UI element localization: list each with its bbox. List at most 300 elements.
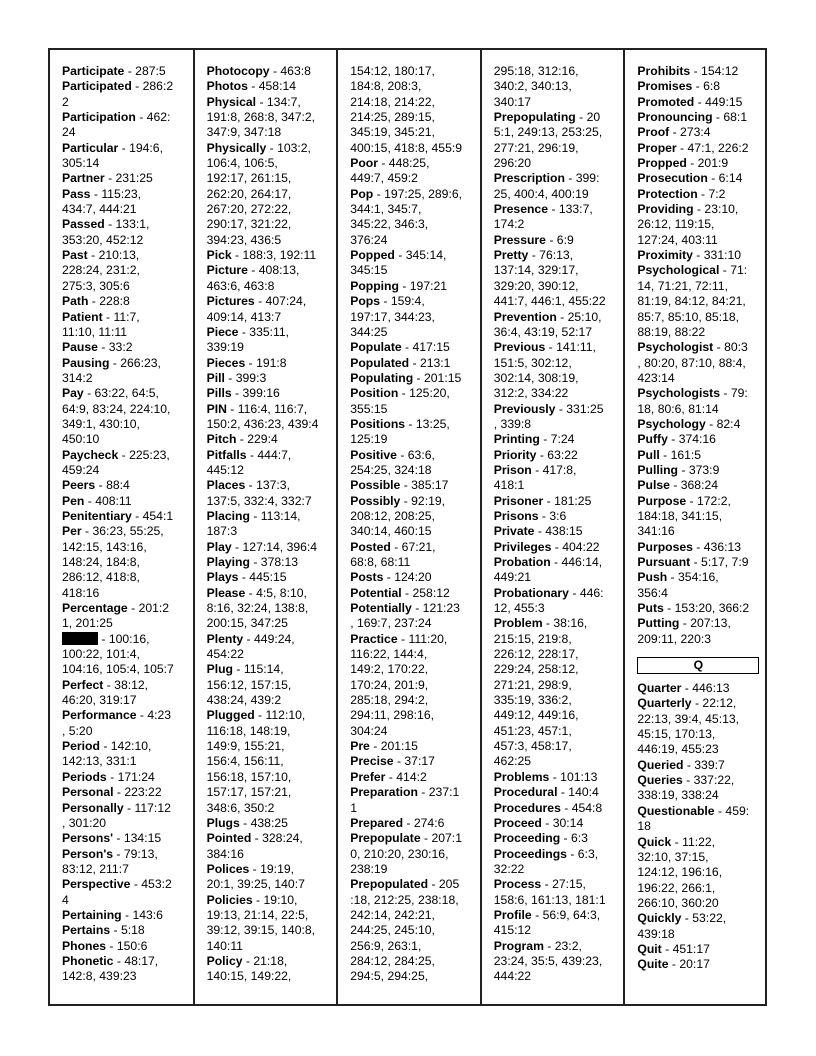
index-entry: Pulse - 368:24	[637, 478, 719, 493]
index-term: Participated	[62, 79, 132, 94]
index-term: Preparation	[350, 785, 418, 800]
index-term: Phonetic	[62, 953, 114, 968]
index-page-refs: 161:5	[670, 447, 702, 462]
index-entry: Problems - 101:13	[493, 769, 598, 784]
index-entry: Prescription - 399: 25, 400:4, 400:19	[493, 171, 600, 201]
index-page-refs: 339:7	[694, 757, 725, 772]
index-term: Participation	[62, 110, 136, 125]
index-column-2	[193, 50, 337, 1004]
index-page-refs: 103:2, 106:4, 106:5, 192:17, 261:15, 262:20, 264:17, 267:20, 272:22, 290:17, 321:22, 394:23, 436:5	[206, 140, 311, 247]
index-page-refs: 385:17	[411, 478, 449, 493]
index-entry: Privileges - 404:22	[493, 539, 600, 554]
index-term: Pop	[350, 186, 374, 201]
index-page-refs: 273:4	[680, 125, 711, 140]
index-entry: Psychological - 71: 14, 71:21, 72:11, 81:19, 84:12, 84:21, 85:7, 85:10, 85:18, 88:19, 88:22	[637, 263, 748, 339]
index-term: Popped	[350, 248, 395, 263]
index-term: Path	[62, 294, 89, 309]
index-entry: Period - 142:10, 142:13, 331:1	[62, 739, 152, 769]
index-page-refs: 38:16, 215:15, 219:8, 226:12, 228:17, 229:24, 258:12, 271:21, 298:9, 335:19, 336:2, 449:12, 449:16, 451:23, 457:1, 457:3, 458:17, 462:25	[493, 616, 588, 769]
index-page-refs: 237:1 1	[350, 785, 460, 815]
index-page-refs: 7:24	[550, 432, 575, 447]
index-entry: Particular - 194:6, 305:14	[62, 140, 163, 171]
index-entry: Previously - 331:25 , 339:8	[493, 401, 604, 431]
index-page-refs: 137:3, 137:5, 332:4, 332:7	[206, 478, 312, 508]
index-entry: Promises - 6:8	[637, 79, 721, 94]
index-term: Performance	[62, 708, 137, 723]
index-page-refs: 11:22, 32:10, 37:15, 124:12, 196:16, 196:22, 266:1, 266:10, 360:20	[637, 834, 723, 910]
index-term: Promises	[637, 79, 693, 94]
index-term: Puts	[637, 601, 664, 616]
index-term: Presence	[493, 202, 548, 217]
index-entry: Probation - 446:14, 449:21	[493, 555, 603, 585]
index-term: Pill	[206, 370, 225, 385]
index-page-refs: 201:15	[424, 370, 462, 385]
index-entry: Prisoner - 181:25	[493, 493, 592, 508]
index-term: Printing	[493, 432, 540, 447]
index-term: Program	[493, 938, 544, 953]
index-entry: Pop - 197:25, 289:6, 344:1, 345:7, 345:22, 346:3, 376:24	[350, 186, 462, 247]
index-term: Pronouncing	[637, 110, 713, 125]
index-term: Personally	[62, 800, 124, 815]
index-entry: Psychologists - 79: 18, 80:6, 81:14	[637, 386, 748, 416]
index-term: Process	[493, 877, 542, 892]
index-entry: Proximity - 331:10	[637, 248, 742, 263]
index-entry: Play - 127:14, 396:4	[206, 539, 318, 554]
index-page-refs: 124:20	[394, 570, 432, 585]
index-term: Past	[62, 248, 88, 263]
index-term: Protection	[637, 186, 698, 201]
index-term: Purposes	[637, 539, 693, 554]
index-entry: Pops - 159:4, 197:17, 344:23, 344:25	[350, 294, 435, 339]
index-entry: Policies - 19:10, 19:13, 21:14, 22:5, 39:12, 39:15, 140:8, 140:11	[206, 892, 316, 953]
index-term: Physically	[206, 140, 267, 155]
index-page-refs: 331:10	[703, 248, 742, 263]
index-entry: Propped - 201:9	[637, 156, 729, 171]
index-entry: Purpose - 172:2, 184:18, 341:15, 341:16	[637, 493, 731, 539]
index-term: Private	[493, 524, 535, 539]
index-term: Promoted	[637, 94, 695, 109]
index-entry: Policy - 21:18, 140:15, 149:22,	[206, 953, 292, 984]
index-page-refs: 181:25	[554, 493, 592, 508]
index-term: Pulling	[637, 462, 678, 477]
index-page-refs: 76:13, 137:14, 329:17, 329:20, 390:12, 441:7, 446:1, 455:22	[493, 248, 606, 309]
index-entry: Placing - 113:14, 187:3	[206, 508, 301, 539]
index-term: Personal	[62, 785, 114, 800]
index-entry: Process - 27:15, 158:6, 161:13, 181:1	[493, 877, 606, 907]
index-term: Potential	[350, 585, 402, 600]
index-page-refs: 27:15, 158:6, 161:13, 181:1	[493, 877, 606, 907]
index-term: Putting	[637, 616, 680, 631]
index-entry: Pitfalls - 444:7, 445:12	[206, 447, 292, 477]
index-term: Pills	[206, 386, 232, 401]
index-page-refs: 449:15	[705, 94, 743, 109]
index-entry: Passed - 133:1, 353:20, 452:12	[62, 217, 150, 247]
index-entry: Priority - 63:22	[493, 447, 578, 462]
index-entry: Prison - 417:8, 418:1	[493, 462, 577, 493]
index-term: Plugs	[206, 815, 240, 830]
index-term: PIN	[206, 401, 227, 416]
index-term: Priority	[493, 447, 537, 462]
index-term: Pressure	[493, 232, 546, 247]
index-entry: Presence - 133:7, 174:2	[493, 202, 593, 232]
index-page-refs: 373:9	[688, 462, 720, 477]
index-page-refs: 172:2, 184:18, 341:15, 341:16	[637, 493, 731, 539]
index-page-refs: 133:7, 174:2	[493, 202, 593, 232]
index-term: Procedural	[493, 785, 558, 800]
index-page-refs: 23:10, 26:12, 119:15, 127:24, 403:11	[637, 202, 739, 247]
index-term: Prisoner	[493, 493, 544, 508]
index-page-refs: 335:11, 339:19	[206, 324, 290, 355]
index-page-refs: 23:2, 23:24, 35:5, 439:23, 444:22	[493, 938, 603, 984]
index-page-refs: 141:11, 151:5, 302:12, 302:14, 308:19, 312:2, 334:22	[493, 340, 596, 401]
index-term: Please	[206, 585, 246, 600]
index-term: Picture	[206, 263, 248, 278]
index-page-refs: 229:4	[247, 432, 278, 447]
index-term: Potentially	[350, 601, 412, 616]
index-entry: Quickly - 53:22, 439:18	[637, 911, 727, 941]
index-entry: Protection - 7:2	[637, 186, 726, 201]
index-entry: Private - 438:15	[493, 524, 583, 539]
index-entry: Pen - 408:11	[62, 493, 132, 508]
index-entry: Queried - 339:7	[637, 757, 725, 772]
index-term: Pertains	[62, 923, 111, 938]
index-entry: Proceed - 30:14	[493, 815, 584, 830]
index-page-refs: 231:25	[115, 171, 153, 186]
index-page-refs: 140:4	[568, 785, 599, 800]
index-page-refs: 446:14, 449:21	[493, 555, 603, 585]
index-entry: Persons' - 134:15	[62, 831, 162, 846]
index-page-refs: 407:24, 409:14, 413:7	[206, 294, 307, 324]
index-entry: Pitch - 229:4	[206, 432, 278, 447]
index-page-refs: 143:6	[132, 907, 163, 922]
index-term: Persons'	[62, 831, 113, 846]
index-term: Particular	[62, 140, 119, 155]
index-page-refs: 67:21, 68:8, 68:11	[350, 539, 436, 569]
index-page-refs: 463:8	[280, 64, 311, 78]
index-term: Populating	[350, 370, 414, 385]
index-entry: Partner - 231:25	[62, 171, 153, 186]
index-term: Quarterly	[637, 696, 692, 711]
index-page-refs: 21:18, 140:15, 149:22,	[206, 953, 292, 984]
index-term: Proximity	[637, 248, 693, 263]
index-page-refs: 82:4	[716, 416, 741, 431]
index-term: Proceedings	[493, 846, 567, 861]
index-column-4	[480, 50, 624, 1004]
index-page-refs: 414:2	[396, 769, 427, 784]
index-page-refs: 6:3	[571, 831, 588, 846]
index-entry: Push - 354:16, 356:4	[637, 570, 719, 600]
index-entry: Position - 125:20, 355:15	[350, 386, 450, 416]
index-entry: Problem - 38:16, 215:15, 219:8, 226:12, 228:17, 229:24, 258:12, 271:21, 298:9, 335:19, 336:2, 449:12, 449:16, 451:23, 457:1, 457:3, 458:17, 462:25	[493, 616, 588, 769]
index-page-refs: 7:2	[708, 186, 726, 201]
index-term: Propped	[637, 156, 687, 171]
index-page-refs: 354:16, 356:4	[637, 570, 719, 600]
index-page-refs: 417:8, 418:1	[493, 462, 577, 493]
index-entry: Prepared - 274:6	[350, 815, 445, 830]
index-term: Plays	[206, 570, 239, 585]
index-entry: Pass - 115:23, 434:7, 444:21	[62, 186, 142, 217]
index-term: Problems	[493, 769, 550, 784]
index-entry: Plays - 445:15	[206, 570, 287, 585]
index-entry: Pre - 201:15	[350, 739, 418, 754]
index-term: Questionable	[637, 803, 715, 818]
index-page-refs: 286:2 2	[62, 79, 174, 109]
index-term: Pictures	[206, 294, 255, 309]
index-page-refs: 438:25	[250, 815, 288, 830]
index-entry: Psychology - 82:4	[637, 416, 741, 431]
index-page-refs: 446:13	[692, 681, 730, 696]
index-term: Paycheck	[62, 447, 119, 462]
index-term: Participate	[62, 64, 125, 78]
index-term: Privileges	[493, 539, 552, 554]
index-term: Prison	[493, 462, 532, 477]
index-entry: Pay - 63:22, 64:5, 64:9, 83:24, 224:10, 349:1, 430:10, 450:10	[62, 386, 171, 447]
index-entry: Quarter - 446:13	[637, 681, 730, 696]
index-entry: Purposes - 436:13	[637, 539, 742, 554]
index-page-refs: 154:12	[701, 64, 739, 78]
index-entry: Pill - 399:3	[206, 370, 267, 385]
index-entry: Pieces - 191:8	[206, 355, 287, 370]
index-page-refs: 71: 14, 71:21, 72:11, 81:19, 84:12, 84:21, 85:7, 85:10, 85:18, 88:19, 88:22	[637, 263, 748, 339]
index-page-refs: 48:17, 142:8, 439:23	[62, 953, 159, 984]
index-term: Quarter	[637, 681, 682, 696]
index-page-refs: 408:13, 463:6, 463:8	[206, 263, 300, 293]
index-term: Prepopulating	[493, 110, 576, 125]
index-entry: Pursuant - 5:17, 7:9	[637, 555, 749, 569]
index-term: Posts	[350, 570, 384, 585]
index-term: Pass	[62, 186, 91, 201]
index-term: Pausing	[62, 355, 110, 370]
index-entry: Previous - 141:11, 151:5, 302:12, 302:14, 308:19, 312:2, 334:22	[493, 340, 596, 401]
index-term: Previously	[493, 401, 556, 416]
index-term: Pieces	[206, 355, 246, 370]
index-page-refs: 438:15	[545, 524, 583, 539]
index-page-frame	[48, 48, 767, 1006]
index-page-refs: 150:6	[116, 938, 148, 953]
index-entry: Pointed - 328:24, 384:16	[206, 831, 303, 861]
index-page-refs: 188:3, 192:11	[242, 248, 317, 263]
index-term: Problem	[493, 616, 543, 631]
index-page-refs: 115:14, 156:12, 157:15, 438:24, 439:2	[206, 662, 292, 708]
index-term: Quit	[637, 941, 662, 956]
index-page-refs: 399:3	[235, 370, 267, 385]
index-entry: Puts - 153:20, 366:2	[637, 601, 750, 616]
index-term: Possibly	[350, 493, 401, 508]
index-page-refs: 210:13, 228:24, 231:2, 275:3, 305:6	[62, 248, 140, 293]
index-page-refs: 36:23, 55:25, 142:15, 143:16, 148:24, 184:8, 286:12, 418:8, 418:16	[62, 524, 164, 600]
index-page-refs: 134:15	[123, 831, 162, 846]
index-page-refs: 399:16	[242, 386, 280, 401]
index-page-refs: 201:2 1, 201:25	[62, 601, 170, 631]
index-page-refs: 449:24, 454:22	[206, 631, 295, 662]
index-term: Prefer	[350, 769, 386, 784]
index-page-refs: 115:23, 434:7, 444:21	[62, 186, 142, 217]
index-page-refs: 207:1 0, 210:20, 230:16, 238:19	[350, 831, 462, 876]
index-entry: Psychologist - 80:3 , 80:20, 87:10, 88:4, 423:14	[637, 340, 748, 385]
index-term: Psychologists	[637, 386, 721, 401]
index-entry: Positions - 13:25, 125:19	[350, 416, 450, 447]
index-term: Pursuant	[637, 555, 691, 569]
index-page-refs: 445:15	[249, 570, 287, 585]
index-entry: Procedures - 454:8	[493, 800, 603, 815]
index-entry: PIN - 116:4, 116:7, 150:2, 436:23, 439:4	[206, 401, 319, 431]
index-page-refs: 63:6, 254:25, 324:18	[350, 447, 435, 477]
index-entry: Prepopulating - 20 5:1, 249:13, 253:25, 277:21, 296:19, 296:20	[493, 110, 603, 171]
index-entry: Pressure - 6:9	[493, 232, 574, 247]
index-entry: Plenty - 449:24, 454:22	[206, 631, 295, 662]
index-term: Popping	[350, 278, 399, 293]
index-term: Pull	[637, 447, 660, 462]
index-entry	[494, 64, 624, 110]
index-page-refs: 287:5	[135, 64, 166, 78]
index-page-refs: 22:12, 22:13, 39:4, 45:13, 45:15, 170:13, 446:19, 455:23	[637, 696, 740, 757]
index-entry: Pausing - 266:23, 314:2	[62, 355, 161, 385]
index-entry: Populate - 417:15	[350, 340, 450, 355]
index-term: Providing	[637, 202, 694, 217]
index-entry: Prepopulated - 205 :18, 212:25, 238:18, 242:14, 242:21, 244:25, 245:10, 256:9, 263:1, 284:12, 284:25, 294:5, 294:25,	[350, 877, 460, 984]
index-entry: Phonetic - 48:17, 142:8, 439:23	[62, 953, 159, 984]
index-page-refs: 153:20, 366:2	[674, 601, 750, 616]
index-page-refs: 92:19, 208:12, 208:25, 340:14, 460:15	[350, 493, 446, 539]
index-term: Positions	[350, 416, 406, 431]
index-term: Prescription	[493, 171, 565, 186]
index-term: Purpose	[637, 493, 687, 508]
index-term: Populate	[350, 340, 402, 355]
index-term: Pay	[62, 386, 84, 401]
index-page-refs: 448:25, 449:7, 459:2	[350, 156, 430, 186]
index-page-refs: 197:25, 289:6, 344:1, 345:7, 345:22, 346:3, 376:24	[350, 186, 462, 247]
index-entry: Puffy - 374:16	[637, 432, 716, 447]
index-term: Probationary	[493, 585, 569, 600]
index-entry: Potentially - 121:23 , 169:7, 237:24	[350, 601, 460, 631]
index-page-refs: 4:5, 8:10, 8:16, 32:24, 138:8, 200:15, 347:25	[206, 585, 309, 631]
index-entry: Phones - 150:6	[62, 938, 148, 953]
index-entry: - 100:16, 100:22, 101:4, 104:16, 105:4, 105:7	[62, 631, 174, 677]
index-page-refs: 444:7, 445:12	[206, 447, 292, 477]
index-term: Per	[62, 524, 82, 539]
index-entry: Program - 23:2, 23:24, 35:5, 439:23, 444:22	[493, 938, 603, 984]
index-entry: Popping - 197:21	[350, 278, 448, 293]
index-page-refs: 6:14	[718, 171, 743, 186]
index-page-refs: 121:23 , 169:7, 237:24	[350, 601, 460, 631]
index-entry: Pull - 161:5	[637, 447, 702, 462]
index-page-refs: 63:22, 64:5, 64:9, 83:24, 224:10, 349:1, 430:10, 450:10	[62, 386, 171, 447]
index-page-refs: 80:3 , 80:20, 87:10, 88:4, 423:14	[637, 340, 748, 385]
index-term: Quick	[637, 834, 672, 849]
index-entry: Pronouncing - 68:1	[637, 110, 748, 125]
index-term: Possible	[350, 478, 401, 493]
index-entry: Possible - 385:17	[350, 478, 449, 493]
index-entry: Probationary - 446: 12, 455:3	[493, 585, 604, 616]
index-term: Pops	[350, 294, 380, 309]
index-entry: Pick - 188:3, 192:11	[206, 248, 317, 263]
index-page-refs: 56:9, 64:3, 415:12	[493, 907, 601, 938]
index-page-refs: 458:14	[258, 79, 297, 94]
index-term: Plug	[206, 662, 233, 677]
index-entry: Pulling - 373:9	[637, 462, 720, 477]
index-entry: Path - 228:8	[62, 294, 130, 309]
index-entry: Pills - 399:16	[206, 386, 280, 401]
index-page-refs: 101:13	[560, 769, 598, 784]
index-term: Prosecution	[637, 171, 708, 186]
index-page-refs: 111:20, 116:22, 144:4, 149:2, 170:22, 170:24, 201:9, 285:18, 294:2, 294:11, 298:16, 304:24	[350, 631, 448, 738]
index-term: Perspective	[62, 877, 131, 892]
index-entry: Poor - 448:25, 449:7, 459:2	[350, 156, 430, 186]
index-term: Proceeding	[493, 831, 561, 846]
index-term: Physical	[206, 94, 257, 109]
index-entry: Prosecution - 6:14	[637, 171, 743, 186]
index-entry: Potential - 258:12	[350, 585, 450, 600]
index-entry: Personal - 223:22	[62, 785, 162, 800]
index-page-refs: 30:14	[552, 815, 584, 830]
index-column-3	[336, 50, 480, 1004]
index-page-refs: 453:2 4	[62, 877, 172, 907]
index-entry: Quite - 20:17	[637, 957, 710, 972]
index-term: Polices	[206, 861, 250, 876]
index-entry: Quarterly - 22:12, 22:13, 39:4, 45:13, 45:15, 170:13, 446:19, 455:23	[637, 696, 740, 757]
index-term: Person's	[62, 846, 113, 861]
index-entry: Participated - 286:2 2	[62, 79, 174, 109]
index-entry: Populated - 213:1	[350, 355, 451, 370]
index-entry: Plugs - 438:25	[206, 815, 288, 830]
index-page-refs: 207:13, 209:11, 220:3	[637, 616, 731, 646]
index-entry: Pertains - 5:18	[62, 923, 145, 938]
index-page-refs: 258:12	[412, 585, 450, 600]
index-page-refs: 201:9	[697, 156, 729, 171]
index-page-refs: 100:16, 100:22, 101:4, 104:16, 105:4, 105:7	[62, 631, 174, 677]
index-page-refs: 274:6	[413, 815, 445, 830]
index-entry: Proof - 273:4	[637, 125, 711, 140]
index-term: Playing	[206, 555, 250, 569]
index-page-refs: 454:8	[571, 800, 603, 815]
index-page-refs: 19:10, 19:13, 21:14, 22:5, 39:12, 39:15, 140:8, 140:11	[206, 892, 316, 953]
index-term: Prisons	[493, 508, 539, 523]
index-entry: Prohibits - 154:12	[637, 64, 739, 78]
index-term: Precise	[350, 754, 394, 769]
index-term: Pulse	[637, 478, 670, 493]
index-page-refs: 404:22	[562, 539, 600, 554]
index-term: Play	[206, 539, 232, 554]
index-page-refs: 408:11	[95, 493, 132, 508]
index-term: Partner	[62, 171, 105, 186]
index-entry: Posts - 124:20	[350, 570, 432, 585]
index-entry: Piece - 335:11, 339:19	[206, 324, 290, 355]
index-page-refs: 142:10, 142:13, 331:1	[62, 739, 152, 769]
index-term: Pre	[350, 739, 370, 754]
index-term: Pick	[206, 248, 232, 263]
index-term: Queries	[637, 773, 683, 788]
index-entry: Providing - 23:10, 26:12, 119:15, 127:24, 403:11	[637, 202, 739, 247]
index-entry: Photocopy - 463:8	[206, 64, 311, 78]
index-term: Prohibits	[637, 64, 691, 78]
index-page-refs: 462: 24	[62, 110, 171, 140]
index-term: Pertaining	[62, 907, 122, 922]
index-term: Percentage	[62, 601, 128, 616]
index-entry: Places - 137:3, 137:5, 332:4, 332:7	[206, 478, 312, 508]
index-term: Policies	[206, 892, 253, 907]
index-term: Placing	[206, 508, 250, 523]
index-page-refs: 459: 18	[637, 803, 750, 834]
index-term: Prepopulated	[350, 877, 429, 892]
index-term: Photocopy	[206, 64, 270, 78]
index-page-refs: 191:8	[256, 355, 287, 370]
index-entry: Patient - 11:7, 11:10, 11:11	[62, 309, 140, 339]
index-entry: Participation - 462: 24	[62, 110, 171, 140]
index-page-refs: 266:23, 314:2	[62, 355, 161, 385]
index-term: Photos	[206, 79, 248, 94]
index-entry: Polices - 19:19, 20:1, 39:25, 140:7	[206, 861, 305, 892]
index-page-refs: 6:9	[556, 232, 574, 247]
